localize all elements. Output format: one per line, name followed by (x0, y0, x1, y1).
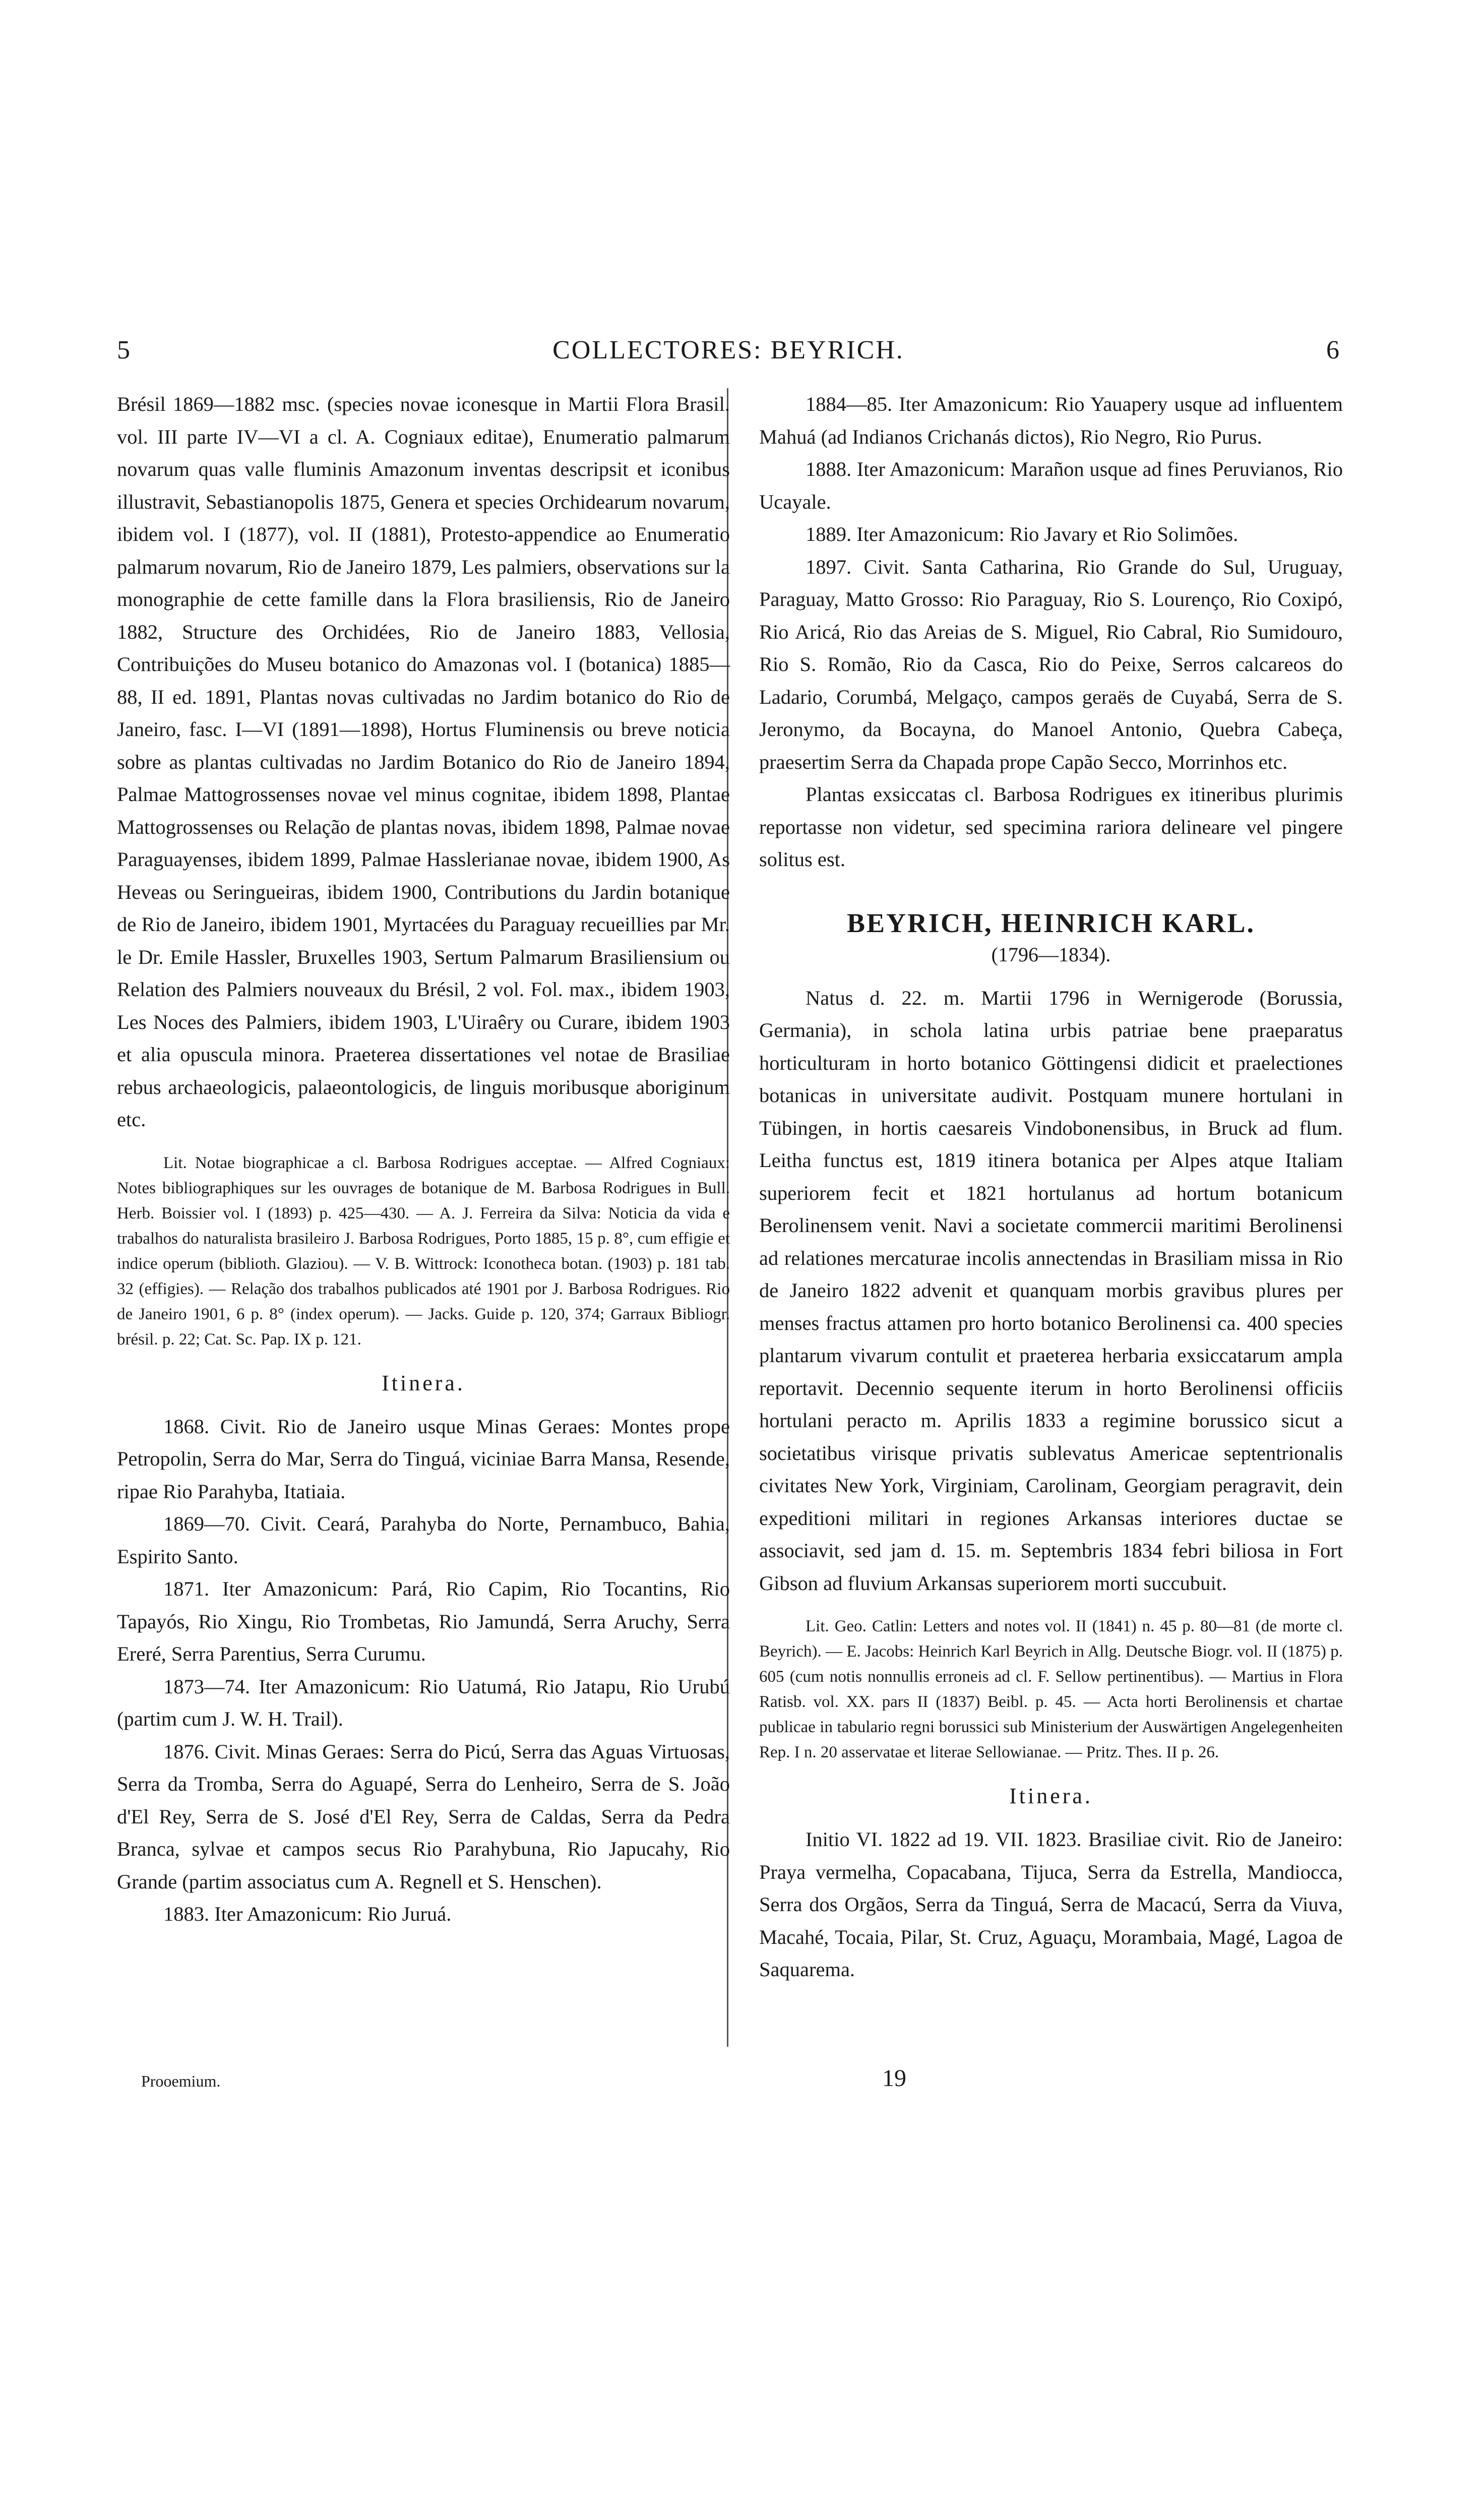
bibliography-paragraph: Brésil 1869—1882 msc. (species novae iconesque in Martii Flora Brasil. vol. III parte IV—VI a cl. A. Cogniaux editae), Enumeratio palmarum novarum quas valle fluminis Amazonum inventas descripsit et iconibus illustravit, Sebastianopolis 1875, Genera et species Orchidearum novarum, ibidem vol. I (1877), vol. II (1881), Protesto-appendice ao Enumeratio palmarum novarum, Rio de Janeiro 1879, Les palmiers, observations sur la monographie de cette famille dans la Flora brasiliensis, Rio de Janeiro 1882, Structure des Orchidées, Rio de Janeiro 1883, Vellosia, Contribuições do Museu botanico do Amazonas vol. I (botanica) 1885—88, II ed. 1891, Plantas novas cultivadas no Jardim botanico do Rio de Janeiro, fasc. I—VI (1891—1898), Hortus Fluminensis ou breve noticia sobre as plantas cultivadas no Jardim Botanico do Rio de Janeiro 1894, Palmae Mattogrossenses novae vel minus cognitae, ibidem 1898, Plantae Mattogrossenses ou Relação de plantas novas, ibidem 1898, Palmae novae Paraguayenses, ibidem 1899, Palmae Hasslerianae novae, ibidem 1900, As Heveas ou Seringueiras, ibidem 1900, Contributions du Jardin botanique de Rio de Janeiro, ibidem 1901, Myrtacées du Paraguay recueillies par Mr. le Dr. Emile Hassler, Bruxelles 1903, Sertum Palmarum Brasiliensium ou Relation des Palmiers nouveaux du Brésil, 2 vol. Fol. max., ibidem 1903, Les Noces des Palmiers, ibidem 1903, L'Uiraêry ou Curare, ibidem 1903 et alia opuscula minora. Praeterea dissertationes vel notae de Brasiliae rebus archaeologicis, palaeontologicis, de linguis moribusque aboriginum etc. (117, 393, 730, 1131)
literature-note: Lit. Notae biographicae a cl. Barbosa Rodrigues acceptae. — Alfred Cogniaux: Notes bibliographiques sur les ouvrages de botanique de M. Barbosa Rodrigues in Bull. Herb. Boissier vol. I (1893) p. 425—430. — A. J. Ferreira da Silva: Noticia da vida e trabalhos do naturalista brasileiro J. Barbosa Rodrigues, Porto 1885, 15 p. 8°, cum effigie et indice operum (biblioth. Glaziou). — V. B. Wittrock: Iconotheca botan. (1903) p. 181 tab. 32 (effigies). — Relação dos trabalhos publicados até 1901 por J. Barbosa Rodrigues. Rio de Janeiro 1901, 6 p. 8° (index operum). — Jacks. Guide p. 120, 374; Garraux Bibliogr. brésil. p. 22; Cat. Sc. Pap. IX p. 121. (117, 1153, 730, 1349)
right-column (759, 388, 1343, 1986)
left-column (117, 388, 730, 1931)
entry-heading: BEYRICH, HEINRICH KARL. (846, 907, 1256, 938)
itinerary-entry: Initio VI. 1822 ad 19. VII. 1823. Brasiliae civit. Rio de Janeiro: Praya vermelha, Copacabana, Tijuca, Serra da Estrella, Mandiocca, Serra dos Orgãos, Serra da Tinguá, Serra de Macacú, Serra da Viuva, Macahé, Tocaia, Pilar, St. Cruz, Aguaçu, Morambaia, Magé, Lagoa de Saquarema. (759, 1828, 1343, 1981)
closing-note: Plantas exsiccatas cl. Barbosa Rodrigues ex itineribus plurimis reportasse non videtur, sed specimina rariora delineare vel pingere solitus est. (759, 783, 1343, 871)
itinerary-entry: 1889. Iter Amazonicum: Rio Javary et Rio Solimões. (806, 523, 1239, 545)
itinerary-entry: 1871. Iter Amazonicum: Pará, Rio Capim, Rio Tocantins, Rio Tapayós, Rio Xingu, Rio Trombetas, Rio Jamundá, Serra Aruchy, Serra Ereré, Serra Parentius, Serra Curumu. (117, 1577, 730, 1665)
entry-years: (1796—1834). (991, 943, 1111, 966)
itinerary-entry: 1883. Iter Amazonicum: Rio Juruá. (163, 1903, 452, 1925)
itinerary-entry: 1873—74. Iter Amazonicum: Rio Uatumá, Rio Jatapu, Rio Urubú (partim cum J. W. H. Trail). (117, 1675, 730, 1730)
column-number-right: 6 (1326, 336, 1340, 364)
itinera-heading: Itinera. (1009, 1784, 1093, 1808)
biography-paragraph: Natus d. 22. m. Martii 1796 in Wernigerode (Borussia, Germania), in schola latina urbis patriae bene praeparatus horticulturam in horto botanico Göttingensi didicit et praelectiones botanicas in universitate audivit. Postquam munere hortulani in Tübingen, in hortis caesareis Vindobonensibus, in Bruck ad flum. Leitha functus est, 1819 itinera botanica per Alpes atque Italiam superiorem fecit et 1821 hortulanus ad hortum botanicum Berolinensem venit. Navi a societate commercii maritimi Berolinensi ad relationes mercaturae incolis annectendas in Brasiliam missa in Rio de Janeiro 1822 advenit et quanquam morbis gravibus plures per menses fractus attamen pro horto botanico Berolinensi ca. 400 species plantarum vivarum contulit et praeterea herbaria exsiccatarum ampla reportavit. Decennio sequente iterum in horto Berolinensi officiis hortulani peracto m. Aprilis 1833 a regimine borussico sicut a societatibus virisque privatis sublevatus Americae septentrionalis civitates New York, Virginiam, Carolinam, Georgiam peragravit, dein expeditioni militari in regiones Arkansas interiores ductae se associavit, sed jam d. 15. m. Septembris 1834 febri biliosa in Fort Gibson ad fluvium Arkansas superiorem morti succubuit. (759, 986, 1343, 1595)
itinerary-entry: 1897. Civit. Santa Catharina, Rio Grande do Sul, Uruguay, Paraguay, Matto Grosso: Rio Paraguay, Rio S. Lourenço, Rio Coxipó, Rio Aricá, Rio das Areias de S. Miguel, Rio Cabral, Rio Sumidouro, Rio S. Romão, Rio da Casca, Rio do Peixe, Serros calcareos do Ladario, Corumbá, Melgaço, campos geraës de Cuyabá, Serra de S. Jeronymo, da Bocayna, do Manoel Antonio, Quebra Cabeça, praesertim Serra da Chapada prope Capão Secco, Morrinhos etc. (759, 555, 1343, 773)
running-header (117, 335, 1340, 376)
running-title: COLLECTORES: BEYRICH. (552, 336, 904, 364)
itinerary-entry: 1884—85. Iter Amazonicum: Rio Yauapery usque ad influentem Mahuá (ad Indianos Crichanás dictos), Rio Negro, Rio Purus. (759, 393, 1343, 448)
page-number: 19 (882, 2065, 906, 2092)
itinerary-entry: 1876. Civit. Minas Geraes: Serra do Picú, Serra das Aguas Virtuosas, Serra da Tromba, Serra do Aguapé, Serra do Lenheiro, Serra de S. João d'El Rey, Serra de S. José d'El Rey, Serra de Caldas, Serra da Pedra Branca, sylvae et campos secus Rio Parahybuna, Rio Japucahy, Rio Grande (partim associatus cum A. Regnell et S. Henschen). (117, 1740, 730, 1893)
itinerary-entry: 1868. Civit. Rio de Janeiro usque Minas Geraes: Montes prope Petropolin, Serra do Mar, Serra do Tinguá, viciniae Barra Mansa, Resende, ripae Rio Parahyba, Itatiaia. (117, 1415, 730, 1503)
itinerary-entry: 1888. Iter Amazonicum: Marañon usque ad fines Peruvianos, Rio Ucayale. (759, 458, 1343, 513)
footer-prooemium: Prooemium. (141, 2072, 221, 2090)
itinera-heading: Itinera. (382, 1370, 465, 1395)
itinerary-entry: 1869—70. Civit. Ceará, Parahyba do Norte, Pernambuco, Bahia, Espirito Santo. (117, 1512, 730, 1568)
literature-note: Lit. Geo. Catlin: Letters and notes vol. II (1841) n. 45 p. 80—81 (de morte cl. Beyrich). — E. Jacobs: Heinrich Karl Beyrich in Allg. Deutsche Biogr. vol. II (1875) p. 605 (cum notis nonnullis erroneis ad cl. F. Sellow pertinentibus). — Martius in Flora Ratisb. vol. XX. pars II (1837) Beibl. p. 45. — Acta horti Berolinensis et chartae publicae in tabulario regni borussici sub Ministerium der Auswärtigen Angelegenheiten Rep. I n. 20 asservatae et literae Sellowianae. — Pritz. Thes. II p. 26. (759, 1617, 1343, 1761)
column-number-left: 5 (117, 336, 131, 364)
